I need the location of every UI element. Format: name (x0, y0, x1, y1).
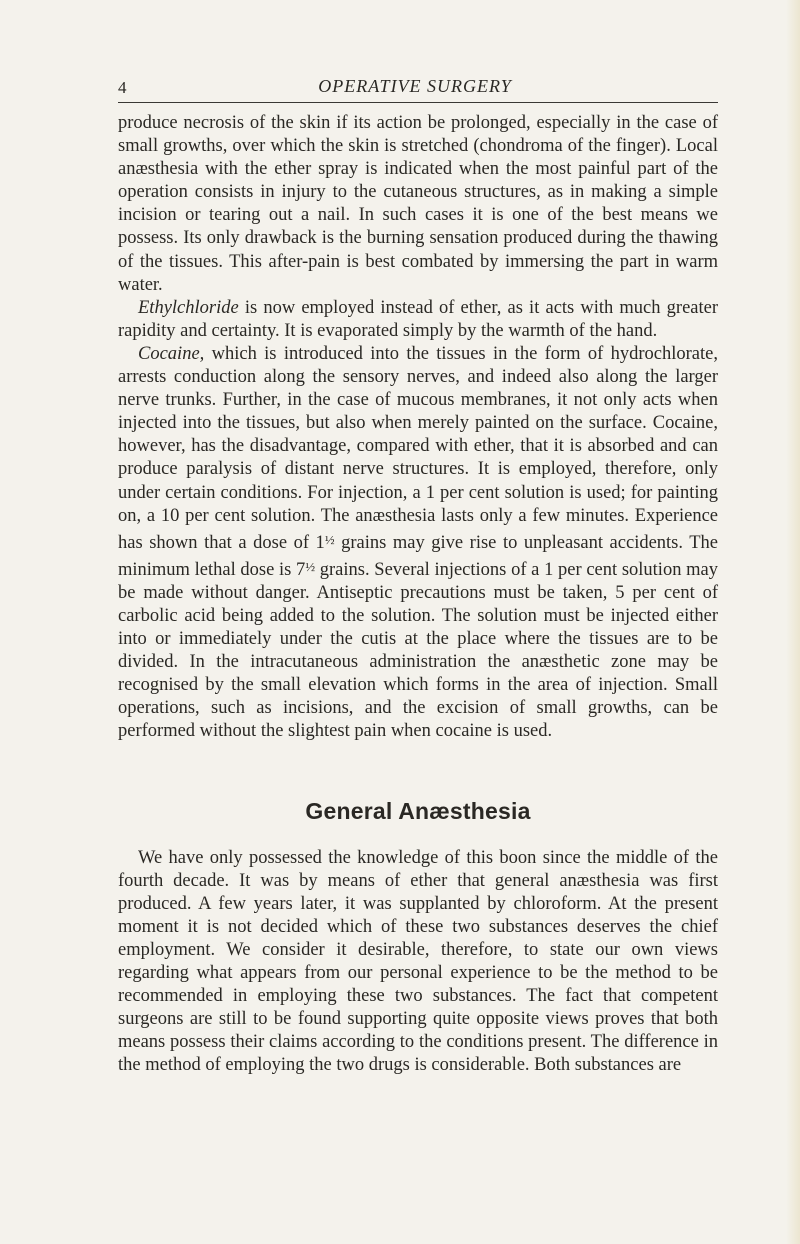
paragraph-cocaine-text-a: which is introduced into the tissues in the form of hydrochlorate, arrests conduction along the sensory nerves, and indeed also along the larger nerve trunks. Further, in the case of mucous membranes, it not only acts when injected into the tissues, but also when merely painted on the surface. Cocaine, however, has the disadvantage, compared with ether, that it is absorbed and can produce paralysis of distant nerve structures. It is employed, therefore, only under certain conditions. For injection, a 1 per cent solution is used; for painting on, a 10 per cent solution. The anæsthesia lasts only a few minutes. Experience has shown that a dose of 1 (118, 343, 718, 553)
paragraph-general-anaesthesia: We have only possessed the knowledge of this boon since the middle of the fourth decade. It was by means of ether that general anæsthesia was first produced. A few years later, it was supplanted by chloroform. At the present moment it is not decided which of these two substances deserves the chief employment. We consider it desirable, therefore, to state our own views regarding what appears from our personal experience to be the method to be recommended in employing these two substances. The fact that competent surgeons are still to be found supporting quite opposite views proves that both means possess their claims according to the conditions present. The difference in the method of employing the two drugs is considerable. Both substances are (118, 847, 718, 1076)
paragraph-ethylchloride-text: is now employed instead of ether, as it acts with much greater rapidity and certainty. It is evaporated simply by the warmth of the hand. (118, 297, 718, 341)
page-edge-shadow (786, 0, 800, 1244)
paragraph-cocaine (118, 343, 718, 744)
paragraph-cocaine-text-c: grains. Several injections of a 1 per cent solution may be made without danger. Antiseptic precautions must be taken, 5 per cent of carbolic acid being added to the solution. The solution must be injected either into or immediately under the cutis at the place where the tissues are to be divided. In the intracutaneous administration the anæsthetic zone may be recognised by the small elevation which forms in the area of injection. Small operations, such as incisions, and the excision of small growths, can be performed without the slightest pain when cocaine is used. (118, 559, 718, 742)
paragraph-ether-spray: produce necrosis of the skin if its action be prolonged, especially in the case of small growths, over which the skin is stretched (chondroma of the finger). Local anæsthesia with the ether spray is indicated when the most painful part of the operation consists in injury to the cutaneous structures, as in making a simple incision or tearing out a nail. In such cases it is one of the best means we possess. Its only drawback is the burning sensation produced during the thawing of the tissues. This after-pain is best combated by immersing the part in warm water. (118, 113, 718, 295)
paragraph-cocaine-text-b: grains may give rise to unpleasant accidents. The minimum lethal dose is 7 (118, 532, 718, 580)
running-title: OPERATIVE SURGERY (318, 76, 512, 96)
fraction-half: ½ (324, 531, 335, 547)
paragraph-ethylchloride (118, 297, 718, 343)
section-heading: General Anæsthesia (305, 797, 531, 824)
body-text (118, 112, 718, 1078)
term-cocaine: Cocaine, (138, 343, 205, 364)
page-number: 4 (118, 78, 127, 97)
header-rule (118, 102, 718, 103)
fraction-half: ½ (305, 558, 316, 574)
term-ethylchloride: Ethylchloride (138, 297, 239, 318)
